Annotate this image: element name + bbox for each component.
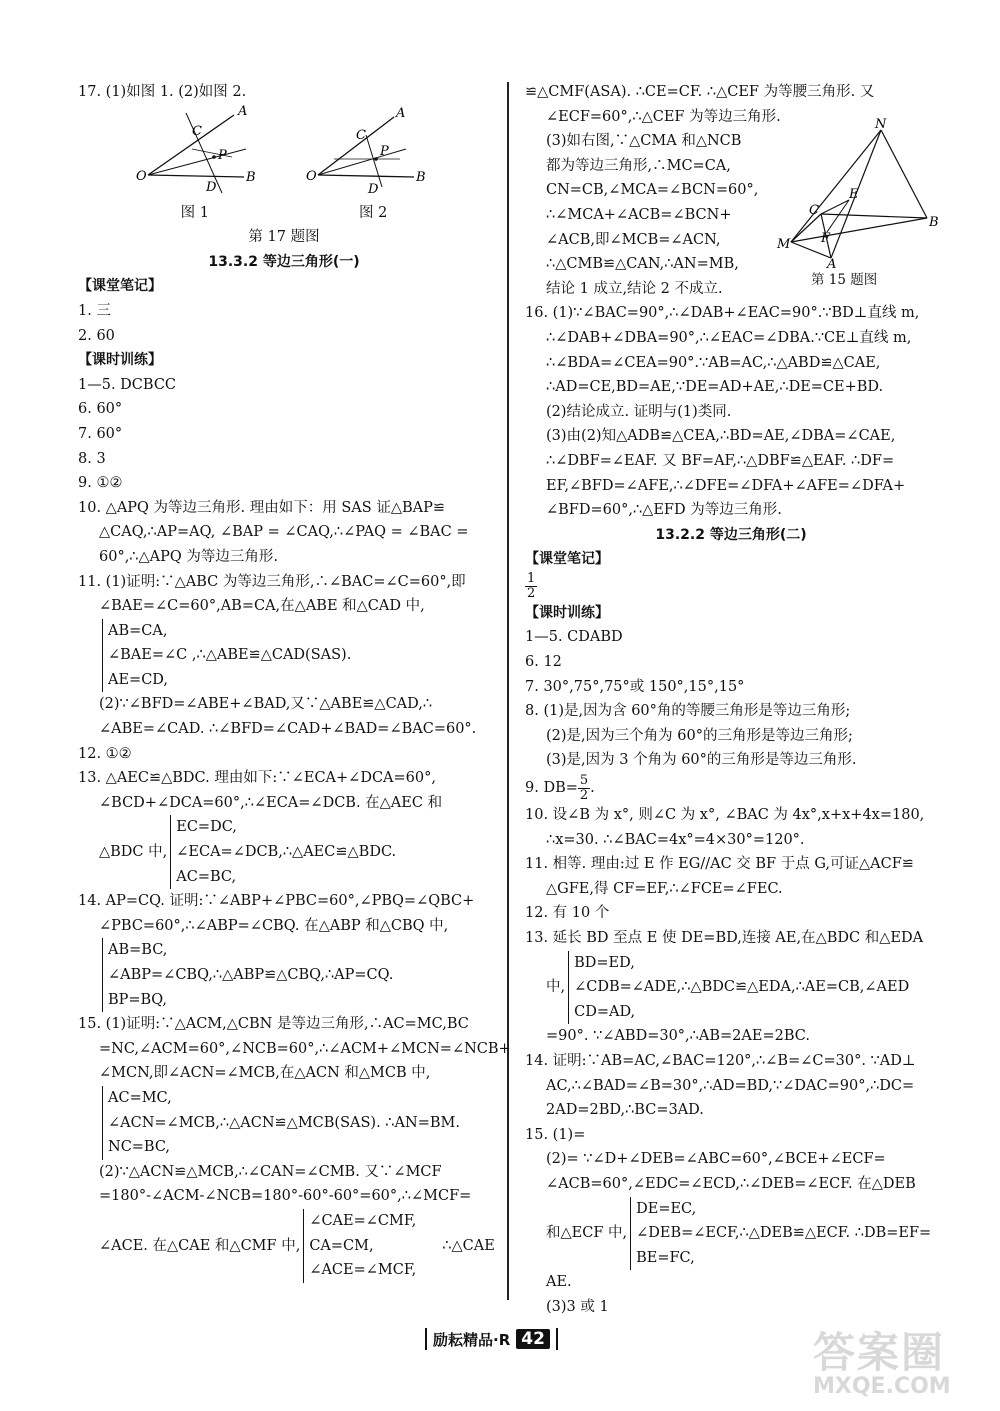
svg-text:B: B: [246, 169, 256, 185]
brace-line: BD=ED,: [574, 954, 635, 971]
training-heading: 【课时训练】: [78, 352, 162, 369]
fraction-denominator: 2: [579, 787, 589, 803]
brace-line: ∠CDB=∠ADE,∴△BDC≌△EDA,∴AE=CB,∠AED: [574, 979, 910, 996]
q13-brace: [78, 815, 490, 889]
q10-line: 10. 设∠B 为 x°, 则∠C 为 x°, ∠BAC 为 4x°,x+x+4x=180,: [525, 807, 925, 824]
q15-line: (3)3 或 1: [546, 1298, 609, 1315]
svg-text:E: E: [849, 187, 859, 202]
figure-captions: [78, 201, 490, 226]
q10-line: △CAQ,∴AP=AQ, ∠BAP = ∠CAQ,∴∠PAQ = ∠BAC =: [99, 524, 469, 541]
note-2: 2. 60: [78, 327, 115, 344]
fraction: [525, 572, 537, 601]
brace-line: ∠ACN=∠MCB,∴△ACN≌△MCB(SAS). ∴AN=BM.: [108, 1114, 460, 1131]
figure-1: [134, 105, 264, 201]
q13-line: ∠BCD+∠DCA=60°,∴∠ECA=∠DCB. 在△AEC 和: [99, 794, 443, 811]
watermark-line-2: MXQE.COM: [813, 1374, 951, 1399]
q15-line: =180°-∠ACM-∠NCB=180°-60°-60°=60°,∴∠MCF=: [99, 1188, 472, 1205]
q11-line: △GFE,得 CF=EF,∴∠FCE=∠FEC.: [546, 880, 783, 897]
brace-prefix: ∠ACE. 在△CAE 和△CMF 中,: [99, 1237, 301, 1254]
svg-text:P: P: [380, 143, 389, 159]
brace-group: [303, 1209, 416, 1283]
page-number: 42: [516, 1329, 550, 1349]
q11-line: 11. (1)证明:∵△ABC 为等边三角形,∴∠BAC=∠C=60°,即: [78, 573, 466, 590]
svg-text:C: C: [192, 123, 202, 139]
q15-line: =NC,∠ACM=60°,∠NCB=60°,∴∠ACM+∠MCN=∠NCB+: [99, 1040, 511, 1057]
watermark-line-1: 答案圈: [813, 1328, 946, 1377]
q15-cont-line: ≌△CMF(ASA). ∴CE=CF. ∴△CEF 为等腰三角形. 又: [525, 84, 875, 100]
fig2-caption: 图 2: [359, 204, 388, 221]
figure-15: [769, 117, 939, 272]
q9-suffix: .: [590, 780, 595, 797]
svg-text:M: M: [777, 237, 791, 252]
q15-cont-line: (3)如右图,∵△CMA 和△NCB: [546, 133, 742, 150]
fraction-numerator: 5: [579, 772, 589, 788]
svg-text:O: O: [136, 168, 147, 184]
q14-brace: [78, 938, 490, 1012]
brace-group: [102, 619, 351, 693]
q16-line: EF,∠BFD=∠AFE,∴∠DFE=∠DFA+∠AFE=∠DFA+: [546, 477, 906, 494]
answer-9: 9. ①②: [78, 475, 123, 492]
svg-text:O: O: [306, 168, 317, 184]
answer-7: 7. 60°: [78, 425, 123, 442]
answer-7: 7. 30°,75°,75°或 150°,15°,15°: [525, 678, 745, 695]
brace-line: AB=CA,: [108, 622, 168, 639]
svg-text:B: B: [929, 215, 939, 230]
q8-line: 8. (1)是,因为含 60°角的等腰三角形是等边三角形;: [525, 703, 851, 720]
notes-heading: 【课堂笔记】: [78, 278, 162, 295]
q15-cont-line: 都为等边三角形,∴MC=CA,: [546, 157, 731, 174]
brace-line: ∠DEB=∠ECF,∴△DEB≌△ECF. ∴DB=EF=: [636, 1225, 932, 1242]
brace-line: CA=CM,: [309, 1237, 374, 1254]
q16-line: (2)结论成立. 证明与(1)类同.: [546, 403, 732, 420]
q8-line: (3)是,因为 3 个角为 60°的三角形是等边三角形.: [546, 752, 857, 769]
q9-prefix: 9. DB=: [525, 780, 578, 797]
q11-brace: [78, 619, 490, 693]
svg-text:D: D: [368, 181, 379, 197]
brace-group: [170, 815, 396, 889]
q15-line: (2)= ∵∠D+∠DEB=∠ABC=60°,∠BCE+∠ECF=: [546, 1151, 886, 1168]
q15-cont-line: ∠ECF=60°,∴△CEF 为等边三角形.: [546, 108, 781, 125]
note-fraction: [525, 572, 937, 601]
q14-line: AC,∴∠BAD=∠B=30°,∴AD=BD,∵∠DAC=90°,∴DC=: [546, 1077, 915, 1094]
brace-line: ∠CAE=∠CMF,: [309, 1212, 417, 1229]
q15-line: (2)∵△ACN≌△MCB,∴∠CAN=∠CMB. 又∵∠MCF: [99, 1163, 442, 1180]
svg-text:B: B: [416, 169, 426, 185]
q10-line: ∴x=30. ∴∠BAC=4x°=4×30°=120°.: [546, 831, 805, 848]
answer-6: 6. 60°: [78, 401, 123, 418]
brace-line: AE=CD,: [108, 671, 169, 688]
q16-line: ∠BFD=60°,∴△EFD 为等边三角形.: [546, 502, 782, 519]
fraction-denominator: 2: [527, 585, 536, 601]
brace-line: AC=BC,: [176, 868, 237, 885]
svg-text:P: P: [218, 147, 227, 163]
q14-line: 2AD=2BD,∴BC=3AD.: [546, 1102, 704, 1119]
q16-line: ∴∠DAB+∠DBA=90°,∴∠EAC=∠DBA.∵CE⊥直线 m,: [546, 329, 912, 346]
q16-line: ∴AD=CE,BD=AE,∵DE=AD+AE,∴DE=CE+BD.: [546, 379, 884, 396]
q16-line: 16. (1)∵∠BAC=90°,∴∠DAB+∠EAC=90°.∵BD⊥直线 m,: [525, 305, 920, 322]
section-title-2: 13.2.2 等边三角形(二): [655, 526, 807, 543]
section-title-1: 13.3.2 等边三角形(一): [208, 253, 360, 270]
brace-line: ∠ABP=∠CBQ,∴△ABP≌△CBQ,∴AP=CQ.: [108, 967, 394, 983]
brace-line: ∠ACE=∠MCF,: [309, 1262, 417, 1279]
q15-brace: [525, 1197, 937, 1271]
fraction-numerator: 1: [527, 570, 536, 586]
answer-1-5: 1—5. CDABD: [525, 629, 623, 646]
q15-cont-line: ∴∠MCA+∠ACB=∠BCN+: [546, 206, 732, 223]
brace-line: AC=MC,: [108, 1089, 172, 1106]
svg-text:C: C: [809, 203, 819, 218]
brace-line: ∠ECA=∠DCB,∴△AEC≌△BDC.: [176, 844, 397, 861]
page-footer: [425, 1328, 558, 1350]
q16-line: ∴∠DBF=∠EAF. 又 BF=AF,∴△DBF≌△EAF. ∴DF=: [546, 452, 895, 469]
answer-1-5: 1—5. DCBCC: [78, 376, 177, 393]
brace-prefix: 和△ECF 中,: [546, 1225, 628, 1242]
answer-8: 8. 3: [78, 450, 106, 467]
left-column: [78, 80, 511, 1283]
q11-line: ∠ABE=∠CAD. ∴∠BFD=∠CAD+∠BAD=∠BAC=60°.: [99, 721, 477, 738]
q16-line: (3)由(2)知△ADB≌△CEA,∴BD=AE,∠DBA=∠CAE,: [546, 428, 896, 445]
figure-2: [304, 105, 434, 201]
q13-brace: [525, 951, 937, 1025]
brace-group: [102, 938, 393, 1012]
brace-line: DE=EC,: [636, 1200, 697, 1217]
brace-suffix: ∴△CAE: [442, 1237, 495, 1254]
right-column: [525, 80, 937, 1320]
brace-line: CD=AD,: [574, 1003, 636, 1020]
q14-line: 14. AP=CQ. 证明:∵∠ABP+∠PBC=60°,∠PBQ=∠QBC+: [78, 893, 475, 910]
svg-text:A: A: [238, 103, 248, 119]
q15-line: ∠ACB=60°,∠EDC=∠ECD,∴∠DEB=∠ECF. 在△DEB: [546, 1175, 916, 1192]
column-divider: [507, 82, 509, 1300]
fig1-caption: 图 1: [180, 204, 209, 221]
brace-prefix: 中,: [546, 979, 566, 996]
q17-figures: [78, 105, 490, 201]
q11-line: ∠BAE=∠C=60°,AB=CA,在△ABE 和△CAD 中,: [99, 598, 425, 615]
q15-cont-line: ∠ACB,即∠MCB=∠ACN,: [546, 231, 721, 248]
q11-line: (2)∵∠BFD=∠ABE+∠BAD,又∵△ABE≌△CAD,∴: [99, 696, 433, 713]
q15-cont-line: CN=CB,∠MCA=∠BCN=60°,: [546, 182, 759, 199]
fig15: [769, 118, 937, 308]
training-heading: 【课时训练】: [525, 604, 609, 621]
brace-group: [568, 951, 909, 1025]
q17-fig-caption: 第 17 题图: [248, 229, 320, 246]
svg-text:A: A: [396, 105, 406, 121]
q13-line: 13. 延长 BD 至点 E 使 DE=BD,连接 AE,在△BDC 和△EDA: [525, 930, 924, 946]
note-1: 1. 三: [78, 302, 111, 319]
q15-line: 15. (1)证明:∵△ACM,△CBN 是等边三角形,∴AC=MC,BC: [78, 1016, 469, 1033]
q14-line: 14. 证明:∵AB=AC,∠BAC=120°,∴∠B=∠C=30°. ∵AD⊥: [525, 1052, 916, 1069]
svg-text:A: A: [827, 257, 837, 272]
footer-bar: [425, 1328, 427, 1350]
svg-text:F: F: [821, 231, 831, 246]
brace-prefix: △BDC 中,: [99, 844, 168, 861]
q15-cont-line: ∴△CMB≌△CAN,∴AN=MB,: [546, 256, 739, 273]
footer-bar: [556, 1328, 558, 1350]
fig15-caption: 第 15 题图: [811, 272, 878, 288]
q15-line: 15. (1)=: [525, 1126, 586, 1143]
q14-line: ∠PBC=60°,∴∠ABP=∠CBQ. 在△ABP 和△CBQ 中,: [99, 917, 449, 934]
brace-group: [102, 1086, 460, 1160]
watermark-logo: [813, 1320, 978, 1402]
q15-line: ∠MCN,即∠ACN=∠MCB,在△ACN 和△MCB 中,: [99, 1065, 431, 1082]
svg-text:D: D: [206, 179, 217, 195]
q8-line: (2)是,因为三个角为 60°的三角形是等边三角形;: [546, 727, 853, 744]
q10-line: 10. △APQ 为等边三角形. 理由如下：用 SAS 证△BAP≌: [78, 499, 446, 516]
brace-line: BP=BQ,: [108, 991, 167, 1008]
q16-line: ∴∠BDA=∠CEA=90°.∵AB=AC,∴△ABD≌△CAE,: [546, 354, 881, 371]
q15-brace-1: [78, 1086, 490, 1160]
q10-line: 60°,∴△APQ 为等边三角形.: [99, 548, 279, 565]
q15-brace-2: [78, 1209, 495, 1283]
footer-brand: 励耘精品·R: [433, 1330, 511, 1349]
answer-12: 12. 有 10 个: [525, 905, 610, 922]
q17-line: 17. (1)如图 1. (2)如图 2.: [78, 84, 247, 100]
q9-line: [525, 773, 937, 803]
answer-6: 6. 12: [525, 654, 562, 671]
brace-line: BE=FC,: [636, 1249, 695, 1266]
brace-line: EC=DC,: [176, 819, 237, 836]
brace-line: AB=BC,: [108, 942, 168, 959]
q15-cont-line: 结论 1 成立,结论 2 不成立.: [546, 280, 723, 297]
answer-12: 12. ①②: [78, 745, 132, 762]
fraction: [578, 774, 590, 803]
svg-text:N: N: [875, 117, 887, 132]
q13-line: 13. △AEC≌△BDC. 理由如下:∵∠ECA+∠DCA=60°,: [78, 770, 436, 787]
q15-line: AE.: [546, 1274, 572, 1291]
q11-line: 11. 相等. 理由:过 E 作 EG//AC 交 BF 于点 G,可证△ACF≌: [525, 856, 914, 873]
brace-group: [630, 1197, 931, 1271]
brace-line: NC=BC,: [108, 1139, 171, 1156]
notes-heading: 【课堂笔记】: [525, 551, 609, 568]
brace-line: ∠BAE=∠C ,∴△ABE≌△CAD(SAS).: [108, 647, 352, 664]
svg-text:C: C: [356, 127, 366, 143]
q13-line: =90°. ∵∠ABD=30°,∴AB=2AE=2BC.: [546, 1028, 810, 1045]
